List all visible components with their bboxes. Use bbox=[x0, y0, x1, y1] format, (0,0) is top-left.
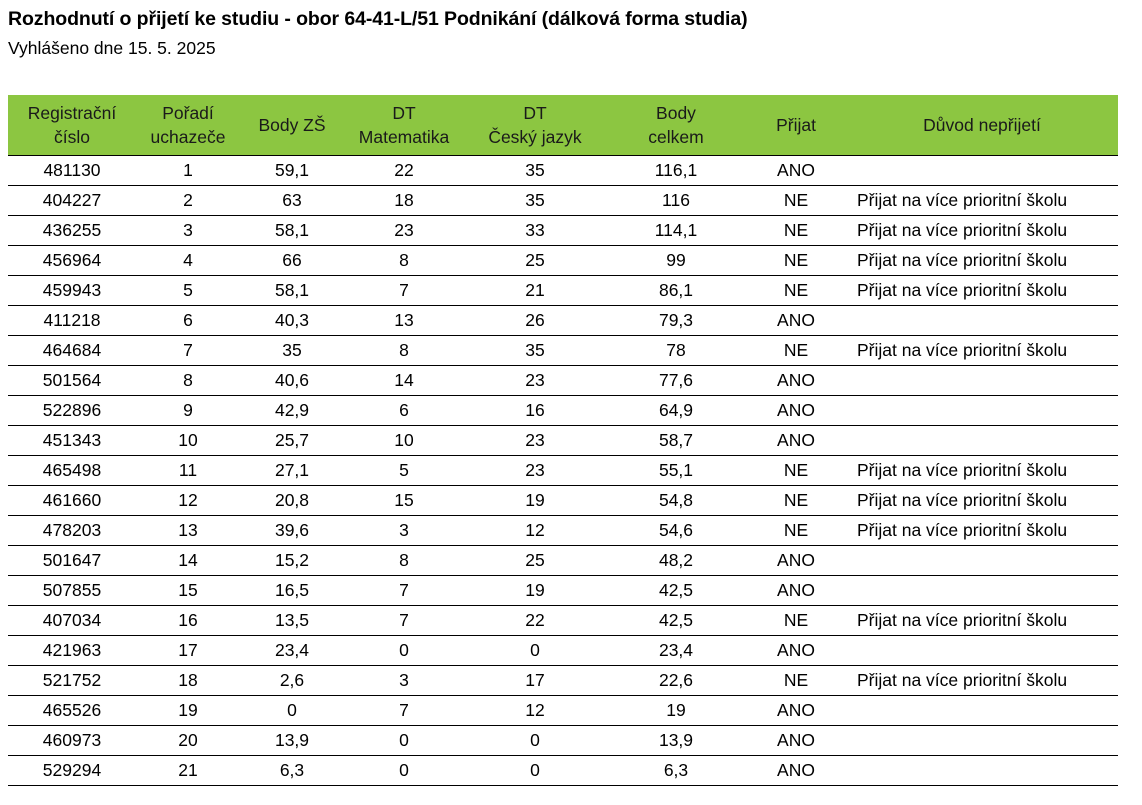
reason-cell bbox=[846, 546, 1118, 576]
rank-cell: 5 bbox=[136, 276, 240, 306]
table-row bbox=[8, 696, 1118, 726]
total-points-cell: 77,6 bbox=[606, 366, 746, 396]
total-points-cell: 116 bbox=[606, 186, 746, 216]
dt-czech-cell: 25 bbox=[464, 246, 606, 276]
header-reason bbox=[846, 95, 1118, 156]
dt-czech-cell: 12 bbox=[464, 516, 606, 546]
dt-math-cell: 6 bbox=[344, 396, 464, 426]
total-points-cell: 78 bbox=[606, 336, 746, 366]
total-points-cell: 116,1 bbox=[606, 156, 746, 186]
reason-cell bbox=[846, 306, 1118, 336]
header-label: uchazeče bbox=[150, 127, 226, 147]
table-row bbox=[8, 666, 1118, 696]
table-row bbox=[8, 276, 1118, 306]
table-row bbox=[8, 246, 1118, 276]
reason-cell: Přijat na více prioritní školu bbox=[846, 186, 1118, 216]
dt-math-cell: 8 bbox=[344, 546, 464, 576]
registration-number-cell: 464684 bbox=[8, 336, 136, 366]
registration-number-cell: 481130 bbox=[8, 156, 136, 186]
accepted-cell: ANO bbox=[746, 366, 846, 396]
total-points-cell: 58,7 bbox=[606, 426, 746, 456]
rank-cell: 6 bbox=[136, 306, 240, 336]
table-row bbox=[8, 636, 1118, 666]
total-points-cell: 64,9 bbox=[606, 396, 746, 426]
dt-czech-cell: 23 bbox=[464, 366, 606, 396]
header-label: Důvod nepřijetí bbox=[923, 115, 1041, 135]
reason-cell: Přijat na více prioritní školu bbox=[846, 666, 1118, 696]
reason-cell: Přijat na více prioritní školu bbox=[846, 486, 1118, 516]
rank-cell: 13 bbox=[136, 516, 240, 546]
total-points-cell: 23,4 bbox=[606, 636, 746, 666]
dt-czech-cell: 26 bbox=[464, 306, 606, 336]
table-row bbox=[8, 426, 1118, 456]
registration-number-cell: 451343 bbox=[8, 426, 136, 456]
header-label: Přijat bbox=[776, 115, 816, 135]
dt-math-cell: 3 bbox=[344, 516, 464, 546]
dt-math-cell: 7 bbox=[344, 696, 464, 726]
header-registration-number bbox=[8, 95, 136, 156]
accepted-cell: NE bbox=[746, 216, 846, 246]
header-label: Body bbox=[656, 103, 696, 123]
body-zs-cell: 66 bbox=[240, 246, 344, 276]
dt-czech-cell: 0 bbox=[464, 636, 606, 666]
body-zs-cell: 20,8 bbox=[240, 486, 344, 516]
rank-cell: 20 bbox=[136, 726, 240, 756]
body-zs-cell: 23,4 bbox=[240, 636, 344, 666]
header-label: číslo bbox=[54, 127, 90, 147]
registration-number-cell: 501564 bbox=[8, 366, 136, 396]
reason-cell bbox=[846, 756, 1118, 786]
registration-number-cell: 465498 bbox=[8, 456, 136, 486]
accepted-cell: NE bbox=[746, 336, 846, 366]
registration-number-cell: 411218 bbox=[8, 306, 136, 336]
body-zs-cell: 39,6 bbox=[240, 516, 344, 546]
accepted-cell: ANO bbox=[746, 696, 846, 726]
header-label: Matematika bbox=[358, 127, 450, 147]
reason-cell bbox=[846, 726, 1118, 756]
accepted-cell: ANO bbox=[746, 156, 846, 186]
rank-cell: 14 bbox=[136, 546, 240, 576]
accepted-cell: ANO bbox=[746, 546, 846, 576]
registration-number-cell: 522896 bbox=[8, 396, 136, 426]
body-zs-cell: 42,9 bbox=[240, 396, 344, 426]
registration-number-cell: 436255 bbox=[8, 216, 136, 246]
rank-cell: 8 bbox=[136, 366, 240, 396]
reason-cell: Přijat na více prioritní školu bbox=[846, 276, 1118, 306]
reason-cell bbox=[846, 366, 1118, 396]
total-points-cell: 48,2 bbox=[606, 546, 746, 576]
table-row bbox=[8, 186, 1118, 216]
total-points-cell: 42,5 bbox=[606, 606, 746, 636]
accepted-cell: ANO bbox=[746, 576, 846, 606]
table-row bbox=[8, 606, 1118, 636]
body-zs-cell: 13,5 bbox=[240, 606, 344, 636]
rank-cell: 7 bbox=[136, 336, 240, 366]
table-row bbox=[8, 336, 1118, 366]
total-points-cell: 42,5 bbox=[606, 576, 746, 606]
dt-czech-cell: 35 bbox=[464, 336, 606, 366]
header-row bbox=[8, 95, 1118, 156]
accepted-cell: NE bbox=[746, 246, 846, 276]
rank-cell: 9 bbox=[136, 396, 240, 426]
header-total-points bbox=[606, 95, 746, 156]
body-zs-cell: 40,6 bbox=[240, 366, 344, 396]
reason-cell bbox=[846, 156, 1118, 186]
rank-cell: 3 bbox=[136, 216, 240, 246]
dt-czech-cell: 23 bbox=[464, 456, 606, 486]
registration-number-cell: 507855 bbox=[8, 576, 136, 606]
total-points-cell: 54,6 bbox=[606, 516, 746, 546]
dt-math-cell: 3 bbox=[344, 666, 464, 696]
accepted-cell: ANO bbox=[746, 726, 846, 756]
dt-czech-cell: 35 bbox=[464, 156, 606, 186]
rank-cell: 21 bbox=[136, 756, 240, 786]
dt-math-cell: 7 bbox=[344, 576, 464, 606]
dt-math-cell: 23 bbox=[344, 216, 464, 246]
dt-czech-cell: 19 bbox=[464, 576, 606, 606]
accepted-cell: ANO bbox=[746, 426, 846, 456]
dt-math-cell: 7 bbox=[344, 276, 464, 306]
rank-cell: 16 bbox=[136, 606, 240, 636]
rank-cell: 1 bbox=[136, 156, 240, 186]
reason-cell bbox=[846, 576, 1118, 606]
dt-math-cell: 14 bbox=[344, 366, 464, 396]
body-zs-cell: 6,3 bbox=[240, 756, 344, 786]
accepted-cell: NE bbox=[746, 486, 846, 516]
table-row bbox=[8, 726, 1118, 756]
dt-czech-cell: 19 bbox=[464, 486, 606, 516]
rank-cell: 12 bbox=[136, 486, 240, 516]
header-label: Český jazyk bbox=[488, 127, 582, 147]
dt-math-cell: 8 bbox=[344, 246, 464, 276]
reason-cell: Přijat na více prioritní školu bbox=[846, 456, 1118, 486]
accepted-cell: NE bbox=[746, 456, 846, 486]
table-row bbox=[8, 216, 1118, 246]
accepted-cell: ANO bbox=[746, 636, 846, 666]
dt-math-cell: 15 bbox=[344, 486, 464, 516]
accepted-cell: ANO bbox=[746, 756, 846, 786]
table-row bbox=[8, 306, 1118, 336]
registration-number-cell: 459943 bbox=[8, 276, 136, 306]
table-row bbox=[8, 546, 1118, 576]
reason-cell bbox=[846, 396, 1118, 426]
header-label: DT bbox=[523, 103, 547, 123]
total-points-cell: 54,8 bbox=[606, 486, 746, 516]
accepted-cell: NE bbox=[746, 666, 846, 696]
table-row bbox=[8, 516, 1118, 546]
rank-cell: 19 bbox=[136, 696, 240, 726]
dt-math-cell: 0 bbox=[344, 726, 464, 756]
total-points-cell: 6,3 bbox=[606, 756, 746, 786]
accepted-cell: ANO bbox=[746, 396, 846, 426]
registration-number-cell: 478203 bbox=[8, 516, 136, 546]
registration-number-cell: 460973 bbox=[8, 726, 136, 756]
dt-math-cell: 0 bbox=[344, 636, 464, 666]
table-row bbox=[8, 576, 1118, 606]
header-body-zs bbox=[240, 95, 344, 156]
rank-cell: 10 bbox=[136, 426, 240, 456]
total-points-cell: 79,3 bbox=[606, 306, 746, 336]
header-label: Pořadí bbox=[162, 103, 214, 123]
body-zs-cell: 58,1 bbox=[240, 276, 344, 306]
dt-math-cell: 8 bbox=[344, 336, 464, 366]
header-label: Registrační bbox=[27, 103, 117, 123]
rank-cell: 4 bbox=[136, 246, 240, 276]
dt-czech-cell: 33 bbox=[464, 216, 606, 246]
body-zs-cell: 13,9 bbox=[240, 726, 344, 756]
body-zs-cell: 59,1 bbox=[240, 156, 344, 186]
total-points-cell: 55,1 bbox=[606, 456, 746, 486]
header-label: celkem bbox=[648, 127, 704, 147]
body-zs-cell: 58,1 bbox=[240, 216, 344, 246]
dt-czech-cell: 21 bbox=[464, 276, 606, 306]
reason-cell bbox=[846, 636, 1118, 666]
registration-number-cell: 521752 bbox=[8, 666, 136, 696]
document-title: Rozhodnutí o přijetí ke studiu - obor 64-41-L/51 Podnikání (dálková forma studia) bbox=[8, 8, 748, 30]
registration-number-cell: 465526 bbox=[8, 696, 136, 726]
publication-date: Vyhlášeno dne 15. 5. 2025 bbox=[8, 38, 216, 58]
table-header bbox=[8, 95, 1118, 156]
accepted-cell: NE bbox=[746, 276, 846, 306]
body-zs-cell: 25,7 bbox=[240, 426, 344, 456]
registration-number-cell: 461660 bbox=[8, 486, 136, 516]
table-row bbox=[8, 396, 1118, 426]
total-points-cell: 99 bbox=[606, 246, 746, 276]
table-row bbox=[8, 366, 1118, 396]
dt-czech-cell: 12 bbox=[464, 696, 606, 726]
dt-math-cell: 13 bbox=[344, 306, 464, 336]
table-row bbox=[8, 756, 1118, 786]
body-zs-cell: 2,6 bbox=[240, 666, 344, 696]
dt-math-cell: 0 bbox=[344, 756, 464, 786]
body-zs-cell: 16,5 bbox=[240, 576, 344, 606]
body-zs-cell: 40,3 bbox=[240, 306, 344, 336]
dt-math-cell: 10 bbox=[344, 426, 464, 456]
body-zs-cell: 27,1 bbox=[240, 456, 344, 486]
registration-number-cell: 456964 bbox=[8, 246, 136, 276]
dt-czech-cell: 25 bbox=[464, 546, 606, 576]
dt-czech-cell: 17 bbox=[464, 666, 606, 696]
dt-math-cell: 18 bbox=[344, 186, 464, 216]
total-points-cell: 22,6 bbox=[606, 666, 746, 696]
header-label: Body ZŠ bbox=[258, 115, 326, 135]
dt-czech-cell: 23 bbox=[464, 426, 606, 456]
header-applicant-rank bbox=[136, 95, 240, 156]
reason-cell: Přijat na více prioritní školu bbox=[846, 246, 1118, 276]
accepted-cell: NE bbox=[746, 186, 846, 216]
reason-cell bbox=[846, 426, 1118, 456]
dt-math-cell: 7 bbox=[344, 606, 464, 636]
total-points-cell: 114,1 bbox=[606, 216, 746, 246]
reason-cell bbox=[846, 696, 1118, 726]
body-zs-cell: 0 bbox=[240, 696, 344, 726]
reason-cell: Přijat na více prioritní školu bbox=[846, 336, 1118, 366]
reason-cell: Přijat na více prioritní školu bbox=[846, 516, 1118, 546]
header-dt-czech bbox=[464, 95, 606, 156]
rank-cell: 17 bbox=[136, 636, 240, 666]
registration-number-cell: 501647 bbox=[8, 546, 136, 576]
header-accepted bbox=[746, 95, 846, 156]
table-row bbox=[8, 456, 1118, 486]
body-zs-cell: 35 bbox=[240, 336, 344, 366]
accepted-cell: ANO bbox=[746, 306, 846, 336]
admission-results-table bbox=[8, 95, 1118, 786]
registration-number-cell: 404227 bbox=[8, 186, 136, 216]
header-label: DT bbox=[392, 103, 416, 123]
dt-math-cell: 22 bbox=[344, 156, 464, 186]
reason-cell: Přijat na více prioritní školu bbox=[846, 606, 1118, 636]
table-body bbox=[8, 156, 1118, 786]
total-points-cell: 86,1 bbox=[606, 276, 746, 306]
accepted-cell: NE bbox=[746, 516, 846, 546]
rank-cell: 2 bbox=[136, 186, 240, 216]
body-zs-cell: 63 bbox=[240, 186, 344, 216]
rank-cell: 18 bbox=[136, 666, 240, 696]
reason-cell: Přijat na více prioritní školu bbox=[846, 216, 1118, 246]
rank-cell: 11 bbox=[136, 456, 240, 486]
dt-czech-cell: 16 bbox=[464, 396, 606, 426]
body-zs-cell: 15,2 bbox=[240, 546, 344, 576]
dt-czech-cell: 22 bbox=[464, 606, 606, 636]
total-points-cell: 13,9 bbox=[606, 726, 746, 756]
dt-czech-cell: 35 bbox=[464, 186, 606, 216]
accepted-cell: NE bbox=[746, 606, 846, 636]
header-dt-math bbox=[344, 95, 464, 156]
table-row bbox=[8, 486, 1118, 516]
rank-cell: 15 bbox=[136, 576, 240, 606]
dt-czech-cell: 0 bbox=[464, 726, 606, 756]
dt-math-cell: 5 bbox=[344, 456, 464, 486]
registration-number-cell: 421963 bbox=[8, 636, 136, 666]
total-points-cell: 19 bbox=[606, 696, 746, 726]
dt-czech-cell: 0 bbox=[464, 756, 606, 786]
registration-number-cell: 407034 bbox=[8, 606, 136, 636]
table-row bbox=[8, 156, 1118, 186]
registration-number-cell: 529294 bbox=[8, 756, 136, 786]
